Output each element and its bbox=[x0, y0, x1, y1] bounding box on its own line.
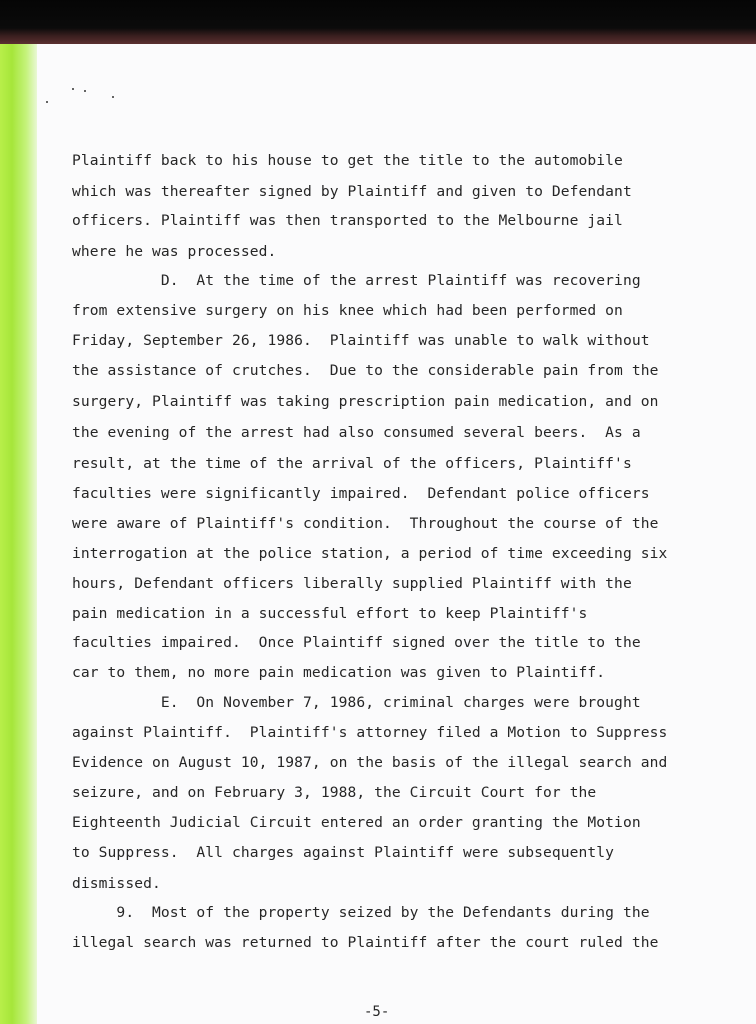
text-line: against Plaintiff. Plaintiff's attorney filed a Motion to Suppress bbox=[72, 724, 668, 741]
scan-speck bbox=[84, 90, 86, 92]
text-line: faculties were significantly impaired. Defendant police officers bbox=[72, 485, 650, 502]
text-line: to Suppress. All charges against Plaintiff were subsequently bbox=[72, 844, 615, 861]
text-line: hours, Defendant officers liberally supplied Plaintiff with the bbox=[72, 575, 632, 592]
text-line: officers. Plaintiff was then transported to the Melbourne jail bbox=[72, 212, 623, 229]
text-line: the evening of the arrest had also consumed several beers. As a bbox=[72, 424, 641, 441]
text-line: where he was processed. bbox=[72, 243, 277, 260]
text-line: faculties impaired. Once Plaintiff signed over the title to the bbox=[72, 634, 641, 651]
text-line: from extensive surgery on his knee which had been performed on bbox=[72, 302, 623, 319]
scan-speck bbox=[112, 96, 114, 98]
text-line: D. At the time of the arrest Plaintiff was recovering bbox=[72, 272, 641, 289]
text-line: the assistance of crutches. Due to the considerable pain from the bbox=[72, 362, 659, 379]
page-number: -5- bbox=[364, 1004, 390, 1020]
text-line: seizure, and on February 3, 1988, the Circuit Court for the bbox=[72, 784, 597, 801]
text-line: dismissed. bbox=[72, 875, 161, 892]
text-line: Eighteenth Judicial Circuit entered an order granting the Motion bbox=[72, 814, 641, 831]
text-line: 9. Most of the property seized by the Defendants during the bbox=[72, 904, 650, 921]
scan-speck bbox=[46, 101, 48, 103]
text-line: which was thereafter signed by Plaintiff and given to Defendant bbox=[72, 183, 632, 200]
text-line: interrogation at the police station, a period of time exceeding six bbox=[72, 545, 668, 562]
text-line: result, at the time of the arrival of the officers, Plaintiff's bbox=[72, 455, 632, 472]
text-line: surgery, Plaintiff was taking prescription pain medication, and on bbox=[72, 393, 659, 410]
text-line: were aware of Plaintiff's condition. Throughout the course of the bbox=[72, 515, 659, 532]
text-line: Evidence on August 10, 1987, on the basis of the illegal search and bbox=[72, 754, 668, 771]
text-line: pain medication in a successful effort to keep Plaintiff's bbox=[72, 605, 588, 622]
text-line: car to them, no more pain medication was given to Plaintiff. bbox=[72, 664, 606, 681]
text-line: Plaintiff back to his house to get the title to the automobile bbox=[72, 152, 623, 169]
scan-top-border bbox=[0, 0, 756, 44]
text-line: Friday, September 26, 1986. Plaintiff was unable to walk without bbox=[72, 332, 650, 349]
text-line: illegal search was returned to Plaintiff after the court ruled the bbox=[72, 934, 659, 951]
scan-speck bbox=[72, 88, 74, 90]
text-line: E. On November 7, 1986, criminal charges were brought bbox=[72, 694, 641, 711]
scan-side-edge bbox=[0, 44, 37, 1024]
